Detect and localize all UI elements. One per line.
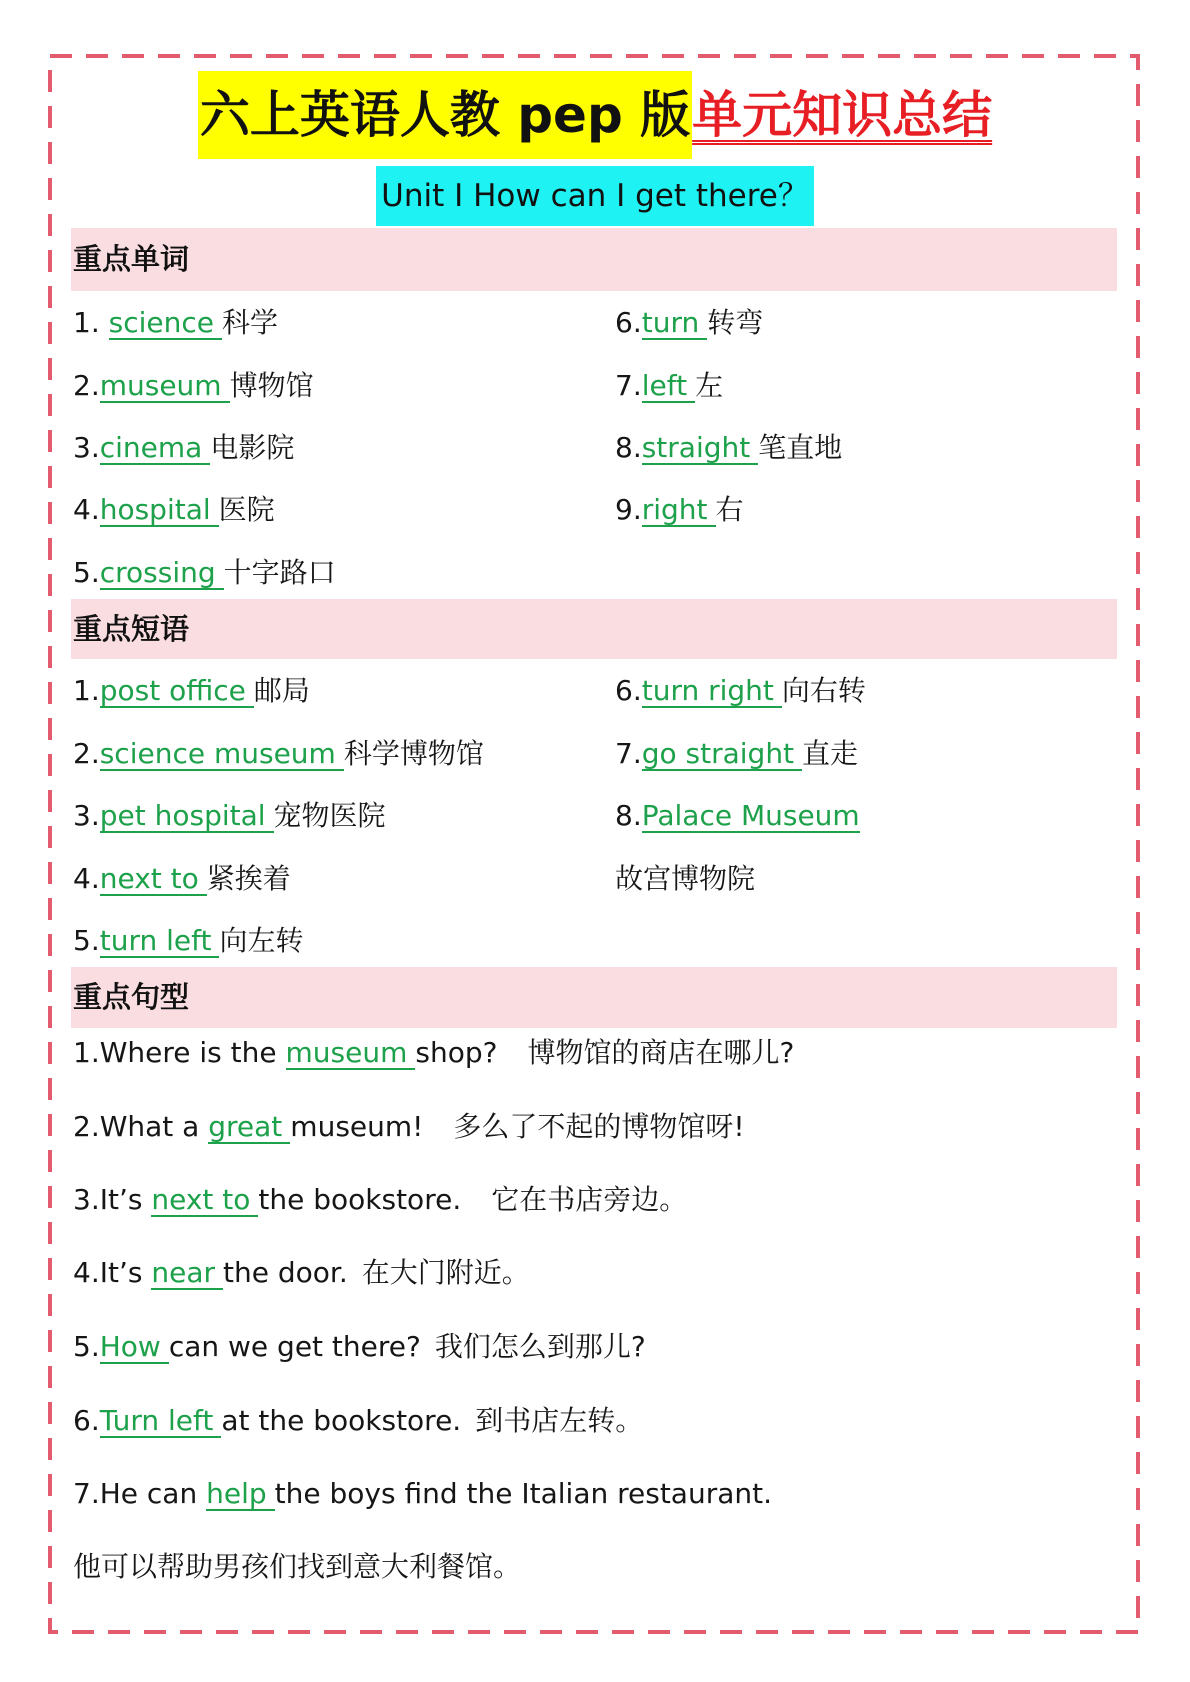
- section-heading-words: 重点单词: [71, 228, 1117, 291]
- item-number: 1.: [73, 674, 100, 707]
- sentence-translation: 到书店左转。: [475, 1404, 644, 1437]
- item-number: 3.: [73, 431, 100, 464]
- sentence-item-5: [73, 1327, 646, 1367]
- item-number: 4.: [73, 862, 100, 895]
- sentence-rest: can we get there?: [168, 1330, 421, 1363]
- word-term: museum: [100, 371, 230, 403]
- sentence-item-2: [73, 1107, 745, 1147]
- word-term: turn: [642, 308, 708, 340]
- item-number: 2.: [73, 369, 100, 402]
- phrase-term: turn left: [100, 926, 220, 958]
- word-item-3: [73, 428, 294, 468]
- word-meaning: 电影院: [210, 431, 295, 464]
- word-item-4: [73, 490, 275, 530]
- sentence-translation: 在大门附近。: [361, 1256, 530, 1289]
- sentence-key-word: next to: [151, 1185, 258, 1217]
- word-item-7: [615, 366, 723, 406]
- sentence-rest: the bookstore.: [258, 1183, 462, 1216]
- sentence-rest: museum!: [290, 1110, 424, 1143]
- sentence-rest: the boys find the Italian restaurant.: [274, 1477, 773, 1510]
- item-number: 1.: [73, 306, 109, 339]
- phrase-item-7: [615, 734, 858, 774]
- item-number: 8.: [615, 431, 642, 464]
- phrase-meaning: 紧挨着: [206, 862, 291, 895]
- phrase-item-5: [73, 921, 303, 961]
- item-number: 8.: [615, 799, 642, 832]
- phrase-meaning: 向左转: [219, 924, 304, 957]
- sentence-translation: 他可以帮助男孩们找到意大利餐馆。: [73, 1550, 522, 1583]
- phrase-term: science museum: [100, 739, 344, 771]
- item-number: 3.: [73, 799, 100, 832]
- sentence-lead: 6.: [73, 1404, 100, 1437]
- phrase-meaning: 故宫博物院: [615, 862, 756, 895]
- sentence-item-4: [73, 1253, 530, 1293]
- sentence-translation: 多么了不起的博物馆呀!: [453, 1110, 745, 1143]
- item-number: 5.: [73, 556, 100, 589]
- phrase-item-2: [73, 734, 484, 774]
- sentence-lead: 5.: [73, 1330, 100, 1363]
- phrase-item-8: [615, 796, 860, 836]
- phrase-item-4: [73, 859, 291, 899]
- phrase-term: pet hospital: [100, 801, 274, 833]
- sentence-item-7-translation-line: [73, 1547, 521, 1587]
- item-number: 6.: [615, 306, 642, 339]
- phrase-meaning: 宠物医院: [273, 799, 386, 832]
- word-meaning: 博物馆: [229, 369, 314, 402]
- word-meaning: 十字路口: [223, 556, 336, 589]
- word-term: hospital: [100, 495, 219, 527]
- sentence-item-1: [73, 1033, 794, 1073]
- word-meaning: 右: [715, 493, 744, 526]
- title-highlight: 单元知识总结: [692, 86, 993, 144]
- word-item-1: [73, 303, 278, 343]
- phrase-term: Palace Museum: [641, 799, 860, 832]
- phrase-term: go straight: [642, 739, 802, 771]
- phrase-item-6: [615, 671, 866, 711]
- sentence-item-3: [73, 1180, 687, 1220]
- sentence-rest: the door.: [223, 1256, 348, 1289]
- phrase-meaning: 向右转: [781, 674, 866, 707]
- word-meaning: 科学: [221, 306, 278, 339]
- word-term: science: [109, 308, 222, 340]
- section-heading-phrases: 重点短语: [71, 599, 1117, 659]
- word-item-9: [615, 490, 744, 530]
- phrase-meaning: 邮局: [253, 674, 310, 707]
- phrase-meaning: 直走: [802, 737, 859, 770]
- phrase-item-1: [73, 671, 310, 711]
- sentence-translation: 博物馆的商店在哪儿?: [527, 1036, 795, 1069]
- sentence-lead: 3.It’s: [73, 1183, 152, 1216]
- sentence-item-7: [73, 1474, 772, 1514]
- word-item-8: [615, 428, 842, 468]
- word-term: crossing: [100, 558, 224, 590]
- unit-subtitle-text: Unit I How can I get there？: [376, 166, 814, 226]
- phrase-meaning: 科学博物馆: [343, 737, 484, 770]
- sentence-translation: 我们怎么到那儿?: [434, 1330, 646, 1363]
- sentence-rest: at the bookstore.: [221, 1404, 462, 1437]
- page-title: [0, 71, 1190, 159]
- word-item-5: [73, 553, 336, 593]
- sentence-key-word: How: [100, 1332, 169, 1364]
- sentence-lead: 4.It’s: [73, 1256, 152, 1289]
- item-number: 9.: [615, 493, 642, 526]
- phrase-item-3: [73, 796, 386, 836]
- sentence-key-word: help: [206, 1479, 275, 1511]
- title-main: 六上英语人教 pep 版: [198, 71, 692, 159]
- item-number: 7.: [615, 737, 642, 770]
- item-number: 5.: [73, 924, 100, 957]
- word-meaning: 转弯: [707, 306, 764, 339]
- sentence-key-word: great: [208, 1112, 290, 1144]
- sentence-key-word: museum: [286, 1038, 416, 1070]
- word-term: cinema: [100, 433, 211, 465]
- item-number: 6.: [615, 674, 642, 707]
- phrase-term: next to: [100, 864, 207, 896]
- item-number: 4.: [73, 493, 100, 526]
- item-number: 7.: [615, 369, 642, 402]
- sentence-translation: 它在书店旁边。: [491, 1183, 688, 1216]
- phrase-term: post office: [100, 676, 254, 708]
- word-item-2: [73, 366, 314, 406]
- sentence-lead: 7.He can: [73, 1477, 207, 1510]
- word-meaning: 医院: [218, 493, 275, 526]
- phrase-item-8-meaning-line: [615, 859, 755, 899]
- phrase-term: turn right: [642, 676, 782, 708]
- sentence-rest: shop?: [415, 1036, 498, 1069]
- word-meaning: 笔直地: [758, 431, 843, 464]
- unit-subtitle: [0, 166, 1190, 226]
- item-number: 2.: [73, 737, 100, 770]
- sentence-key-word: Turn left: [100, 1406, 222, 1438]
- sentence-item-6: [73, 1401, 643, 1441]
- sentence-lead: 1.Where is the: [73, 1036, 286, 1069]
- word-meaning: 左: [695, 369, 724, 402]
- sentence-lead: 2.What a: [73, 1110, 209, 1143]
- sentence-key-word: near: [151, 1258, 223, 1290]
- word-item-6: [615, 303, 763, 343]
- word-term: right: [642, 495, 716, 527]
- section-heading-sentences: 重点句型: [71, 967, 1117, 1028]
- word-term: left: [642, 371, 695, 403]
- word-term: straight: [642, 433, 759, 465]
